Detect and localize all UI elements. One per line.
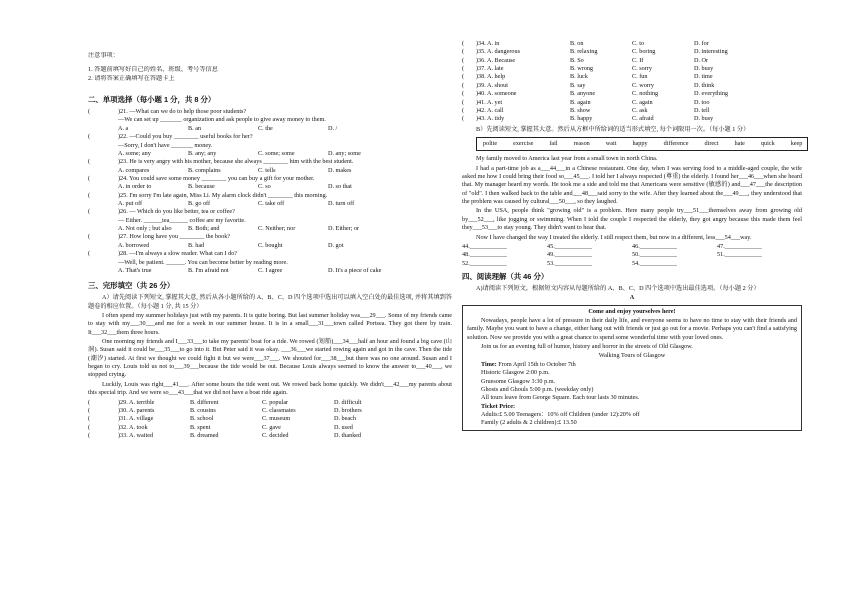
tour-item: Historic Glasgow 2:00 p.m.	[481, 369, 550, 377]
options-row	[88, 167, 452, 175]
word-box-item: quick	[760, 139, 775, 147]
question-row	[88, 233, 452, 241]
tour-time	[481, 361, 797, 369]
option: B. had	[188, 241, 205, 249]
question-stem-2: —Well, be patient. ______. You can become better by reading more.	[118, 258, 288, 266]
option: B. I'm afraid not	[188, 266, 229, 274]
answer-blank: 54.____________	[632, 259, 677, 267]
option: )36. A. Because	[476, 56, 516, 64]
advert-paragraph: Nowadays, people have a lot of pressure in their daily life, and everyone seems to have no time to stay with their friends and family. Maybe you want to have a change, either hang out with friends or just go out for a movie. Perhaps you can't find a satisfying solution. Now we provide you with a great chance to spend some wonderful time with your loved ones.	[467, 317, 797, 341]
option: B. anyone	[570, 90, 596, 98]
option: C. If	[632, 56, 644, 64]
option: )30. A. parents	[118, 406, 155, 414]
answer-blank: 48.____________	[462, 251, 507, 259]
option: C. so	[258, 183, 271, 191]
cloze-option-row	[88, 415, 452, 423]
option: B. show	[570, 106, 591, 114]
cloze-options	[88, 399, 452, 441]
paren: (	[88, 208, 91, 216]
paren: (	[88, 191, 91, 199]
paren: (	[88, 108, 91, 116]
option: B. go off	[188, 200, 211, 208]
option: D. any; some	[328, 149, 361, 157]
advert-title: Come and enjoy yourselves here!	[588, 307, 676, 315]
option: )33. A. waited	[118, 431, 154, 439]
option: A. put off	[118, 200, 143, 208]
options-row	[88, 267, 452, 275]
option: A. in order to	[118, 183, 152, 191]
options-row	[88, 150, 452, 158]
question-stem: )28. —I'm always a slow reader. What can I do?	[118, 250, 238, 258]
tour-item: All tours leave from George Square. Each tour lasts 30 minutes.	[481, 394, 640, 402]
paren: (	[462, 115, 465, 123]
option: B. luck	[570, 73, 588, 81]
instruction: A）请先阅读下列短文, 掌握其大意, 然后从各小题所给的 A、B、C、D 四个选项中选出可以填入空白处的最佳选项, 并将其填到答题卷的相应位置。（每小题 1 分, 共 15 分）	[88, 294, 452, 310]
answer-blank: 47.____________	[717, 242, 762, 250]
option: C. nothing	[632, 90, 659, 98]
paren: (	[88, 398, 91, 406]
option: D. busy	[694, 115, 714, 123]
paren: (	[462, 90, 465, 98]
option: )39. A. shout	[476, 81, 508, 89]
option: C. the	[258, 124, 273, 132]
tour-item: Ghosts and Ghouls 5:00 p.m. (weekday only)	[481, 385, 594, 393]
option: )41. A. yet	[476, 98, 503, 106]
option: C. tells	[258, 166, 276, 174]
option: C. boring	[632, 48, 656, 56]
option: B. different	[190, 398, 219, 406]
option: C. fun	[632, 73, 648, 81]
paren: (	[88, 133, 91, 141]
option: D. interesting	[694, 48, 728, 56]
option: D. Or	[694, 56, 709, 64]
right-column	[462, 40, 802, 431]
option: D. everything	[694, 90, 729, 98]
question-stem: )27. How long have you ________ the book?	[118, 233, 231, 241]
passage-paragraph: My family moved to America last year from a small town in north China.	[476, 155, 658, 163]
advert-paragraph: Join us for an evening full of humor, history and horror in the streets of Old Glasgow.	[481, 343, 693, 351]
word-box	[476, 137, 808, 151]
question-stem: )22. —Could you buy ________ useful books for her?	[118, 133, 253, 141]
options-row	[88, 125, 452, 133]
option: D. /	[328, 124, 338, 132]
option: )43. A. tidy	[476, 115, 505, 123]
option: C. classmates	[262, 406, 296, 414]
option: D. brothers	[334, 406, 362, 414]
question-stem: )26. — Which do you like better, tea or coffee?	[118, 208, 235, 216]
question-row	[88, 192, 452, 200]
option: )32. A. took	[118, 423, 148, 431]
option: B. spent	[190, 423, 211, 431]
paren: (	[88, 174, 91, 182]
option: A. borrowed	[118, 241, 150, 249]
paren: (	[462, 106, 465, 114]
option: A. That's true	[118, 266, 152, 274]
cloze-option-row	[462, 115, 802, 123]
cloze-paragraph: One morning my friends and I___33___to take my parents' boat for a ride. We rowed (划船)___34___half an hour and found a big cave (山洞). Susan said it could be___35___to go into it. But Peter said it was okay. ___36___we started rowing again and got in the cave. Then the tide (潮汐) started. At first we thought we could fight it but we were___37___. We shouted for___38___but there was no one around. Susan and I began to cry. Louis told us not to___39___because the tide would be out. Because Louis always seemed to know the answer to___40___, we stopped crying.	[88, 338, 452, 379]
word-box-item: hate	[734, 139, 745, 147]
question-stem: )25. I'm sorry I'm late again, Miss Li. My alarm clock didn't ________ this morning.	[118, 191, 328, 199]
option: B. dreamed	[190, 431, 219, 439]
option: D. too	[694, 98, 710, 106]
passage-paragraph: In the USA, people think "growing old" is a problem. Here many people try___51___themselves away from growing old by___52___, like jogging or swimming. When I told the couple I respected the elderly, they got angry because this made them feel they___53___to stay young. They didn't want to hear that.	[462, 207, 802, 232]
cloze-option-row	[462, 99, 802, 107]
word-box-item: fail	[549, 139, 558, 147]
option: C. afraid	[632, 115, 654, 123]
option: C. worry	[632, 81, 654, 89]
option: C. take off	[258, 200, 285, 208]
option: B. So	[570, 56, 584, 64]
single-choice-list	[88, 108, 452, 275]
option: B. because	[188, 183, 215, 191]
option: B. any; any	[188, 149, 217, 157]
word-box-item: exercise	[513, 139, 534, 147]
cloze-option-row	[462, 73, 802, 81]
answer-blanks	[462, 243, 802, 268]
left-column	[88, 52, 452, 440]
paren: (	[88, 423, 91, 431]
passage-paragraph: I had a part-time job as a___44___in a Chinese restaurant. One day, when I was serving food to a middle-aged couple, the wife asked me how I could bring their food so___45___. I told her I always respected (尊重) the elderly. I found her___46___when she heard that. My manager heard my words. He took me a side and told me that Americans were sensitive (敏感的) and___47___the description of "old". I then walked back to the table and___48___said sorry to the wife. After they learned about the___49___, they understood that the problem was caused by cultural___50___, so they laughed.	[462, 164, 802, 206]
question-row	[88, 158, 452, 166]
cloze-paragraph: Luckily, Louis was right___41___. After some hours the tide went out. We rowed back home quickly. We didn't___42___my parents about this special trip. And we were so___43___that we did not have a boat ride again.	[88, 380, 452, 397]
option: )31. A. village	[118, 415, 154, 423]
cloze-option-row	[88, 399, 452, 407]
paren: (	[88, 158, 91, 166]
option: A. Not only ; but also	[118, 225, 172, 233]
question-stem-2: —We can set up _______ organization and ask people to give away money to them.	[118, 116, 326, 124]
option: )29. A. terrible	[118, 398, 155, 406]
option: B. on	[570, 40, 584, 47]
option: D. beach	[334, 415, 356, 423]
option: C. bought	[258, 241, 283, 249]
paren: (	[462, 73, 465, 81]
option: D. turn off	[328, 200, 355, 208]
option: C. Neither; nor	[258, 225, 296, 233]
option: B. Both; and	[188, 225, 220, 233]
answer-blank: 49.____________	[547, 251, 592, 259]
cloze-option-row	[88, 407, 452, 415]
option: C. some; some	[258, 149, 295, 157]
option: C. ask	[632, 106, 648, 114]
option: B. an	[188, 124, 202, 132]
word-box-item: polite	[483, 139, 498, 147]
option: A. some; any	[118, 149, 151, 157]
price-title: Ticket Price:	[481, 402, 516, 410]
option: D. tell	[694, 106, 710, 114]
cloze-option-row	[462, 90, 802, 98]
options-row	[88, 183, 452, 191]
option: C. sorry	[632, 65, 652, 73]
option: D. so that	[328, 183, 352, 191]
option: )34. A. in	[476, 40, 500, 47]
section-title: 二、单项选择（每小题 1 分，共 8 分）	[88, 95, 216, 105]
question-row	[88, 133, 452, 141]
option: D. makes	[328, 166, 352, 174]
section-title: 四、阅读理解（共 46 分）	[462, 271, 549, 281]
passage-label: A	[629, 294, 635, 302]
option: D. used	[334, 423, 353, 431]
answer-blank: 52.____________	[462, 259, 507, 267]
word-box-item: happy	[632, 139, 648, 147]
option: B. cousins	[190, 406, 216, 414]
answer-blank: 45.____________	[547, 242, 592, 250]
cloze-option-row	[462, 107, 802, 115]
question-stem-2: — Either. ______tea______ coffee are my favorite.	[118, 216, 246, 224]
option: )38. A. help	[476, 73, 506, 81]
options-row	[88, 225, 452, 233]
paren: (	[88, 406, 91, 414]
option: )37. A. late	[476, 65, 504, 73]
answer-blank: 51.____________	[717, 251, 762, 259]
question-stem: )24. You could save some money ________ you can buy a gift for your mother.	[118, 174, 315, 182]
answer-blank: 53.____________	[547, 259, 592, 267]
option: D. got	[328, 241, 344, 249]
option: C. decided	[262, 431, 289, 439]
tour-time-label: Time:	[481, 360, 497, 368]
paren: (	[462, 56, 465, 64]
word-box-item: wait	[605, 139, 617, 147]
paren: (	[462, 48, 465, 56]
word-box-item: reason	[573, 139, 590, 147]
paren: (	[88, 415, 91, 423]
cloze-option-row	[462, 40, 802, 48]
cloze-option-row	[462, 57, 802, 65]
price-item: Family (2 adults & 2 children):£ 13.50	[481, 419, 577, 427]
option: D. for	[694, 40, 709, 47]
cloze-options-continued	[462, 40, 802, 124]
option: A. compares	[118, 166, 150, 174]
notice-item: 2. 请将答案正确填写在答题卡上	[88, 74, 175, 82]
options-row	[88, 242, 452, 250]
option: D. difficult	[334, 398, 362, 406]
instruction: A)请阅读下列短文，根据短文内容从每题所给的 A、B、C、D 四个选项中选出最佳选项。（每小题 2 分）	[476, 284, 760, 292]
question-stem: )23. He is very angry with his mother, because she always ________ him with the best student.	[118, 158, 354, 166]
cloze-option-row	[462, 65, 802, 73]
question-row	[88, 108, 452, 116]
cloze-option-row	[88, 432, 452, 440]
cloze-paragraph: I often spend my summer holidays just with my parents. It is quite boring. But last summer holiday was___29___. Some of my friends came to stay with my___30___and me for a week in our summer house. It is in a small___31___town called Portsea. They got there by train. It___32___them three hours.	[88, 311, 452, 336]
notice-item: 1. 答题前填写好自己的姓名、班级、考号等信息	[88, 66, 218, 74]
option: D. Either; or	[328, 225, 360, 233]
notice-title: 注意事项：	[88, 52, 119, 59]
option: A. a	[118, 124, 129, 132]
option: B. relaxing	[570, 48, 598, 56]
option: C. I agree	[258, 266, 283, 274]
option: D. thanked	[334, 431, 362, 439]
question-stem-2: —Sorry, I don't have _______ money.	[118, 141, 213, 149]
option: C. again	[632, 98, 653, 106]
option: B. school	[190, 415, 214, 423]
question-row	[88, 250, 452, 258]
cloze-option-row	[462, 82, 802, 90]
word-box-item: direct	[704, 139, 719, 147]
section-title: 三、完形填空（共 26 分）	[88, 281, 175, 291]
question-row	[88, 208, 452, 216]
option: D. time	[694, 73, 713, 81]
paren: (	[462, 81, 465, 89]
word-box-item: keep	[790, 139, 803, 147]
option: )42. A. call	[476, 106, 504, 114]
price-item: Adults:£ 5.00 Teenagers：10% off Children (under 12):20% off	[481, 411, 640, 418]
option: B. again	[570, 98, 591, 106]
option: B. wrong	[570, 65, 594, 73]
cloze-option-row	[462, 48, 802, 56]
paren: (	[462, 98, 465, 106]
answer-blank: 50.____________	[632, 251, 677, 259]
word-box-item: difference	[663, 139, 689, 147]
tours-title: Walking Tours of Glasgow	[598, 352, 666, 360]
option: C. gave	[262, 423, 281, 431]
option: D. busy	[694, 65, 714, 73]
option: B. happy	[570, 115, 593, 123]
passage-paragraph: Now I have changed the way I treated the elderly. I still respect them, but now in a different, less___54___way.	[476, 233, 752, 241]
option: D. think	[694, 81, 715, 89]
advert-box	[462, 305, 802, 431]
option: B. complains	[188, 166, 221, 174]
paren: (	[462, 65, 465, 73]
paren: (	[88, 431, 91, 439]
question-stem: )21. —What can we do to help those poor students?	[118, 108, 247, 116]
paren: (	[462, 40, 465, 47]
option: D. It's a piece of cake	[328, 266, 382, 274]
question-row	[88, 175, 452, 183]
tour-time-value: From April 15th to October 7th	[496, 360, 576, 368]
instruction: B）先阅读短文, 掌握其大意。然后从方框中所给词的适当形式填空, 每个词限用一次。（每小题 1 分）	[476, 125, 750, 133]
paren: (	[88, 233, 91, 241]
option: C. popular	[262, 398, 289, 406]
option: B. say	[570, 81, 586, 89]
cloze-option-row	[88, 424, 452, 432]
answer-blank: 46.____________	[632, 242, 677, 250]
tour-item: Gruesome Glasgow 3:30 p.m.	[481, 377, 556, 385]
answer-blank: 44.____________	[462, 242, 507, 250]
option: )40. A. someone	[476, 90, 517, 98]
option: )35. A. dangerous	[476, 48, 520, 56]
option: C. to	[632, 40, 645, 47]
option: C. museum	[262, 415, 291, 423]
options-row	[88, 200, 452, 208]
paren: (	[88, 250, 91, 258]
